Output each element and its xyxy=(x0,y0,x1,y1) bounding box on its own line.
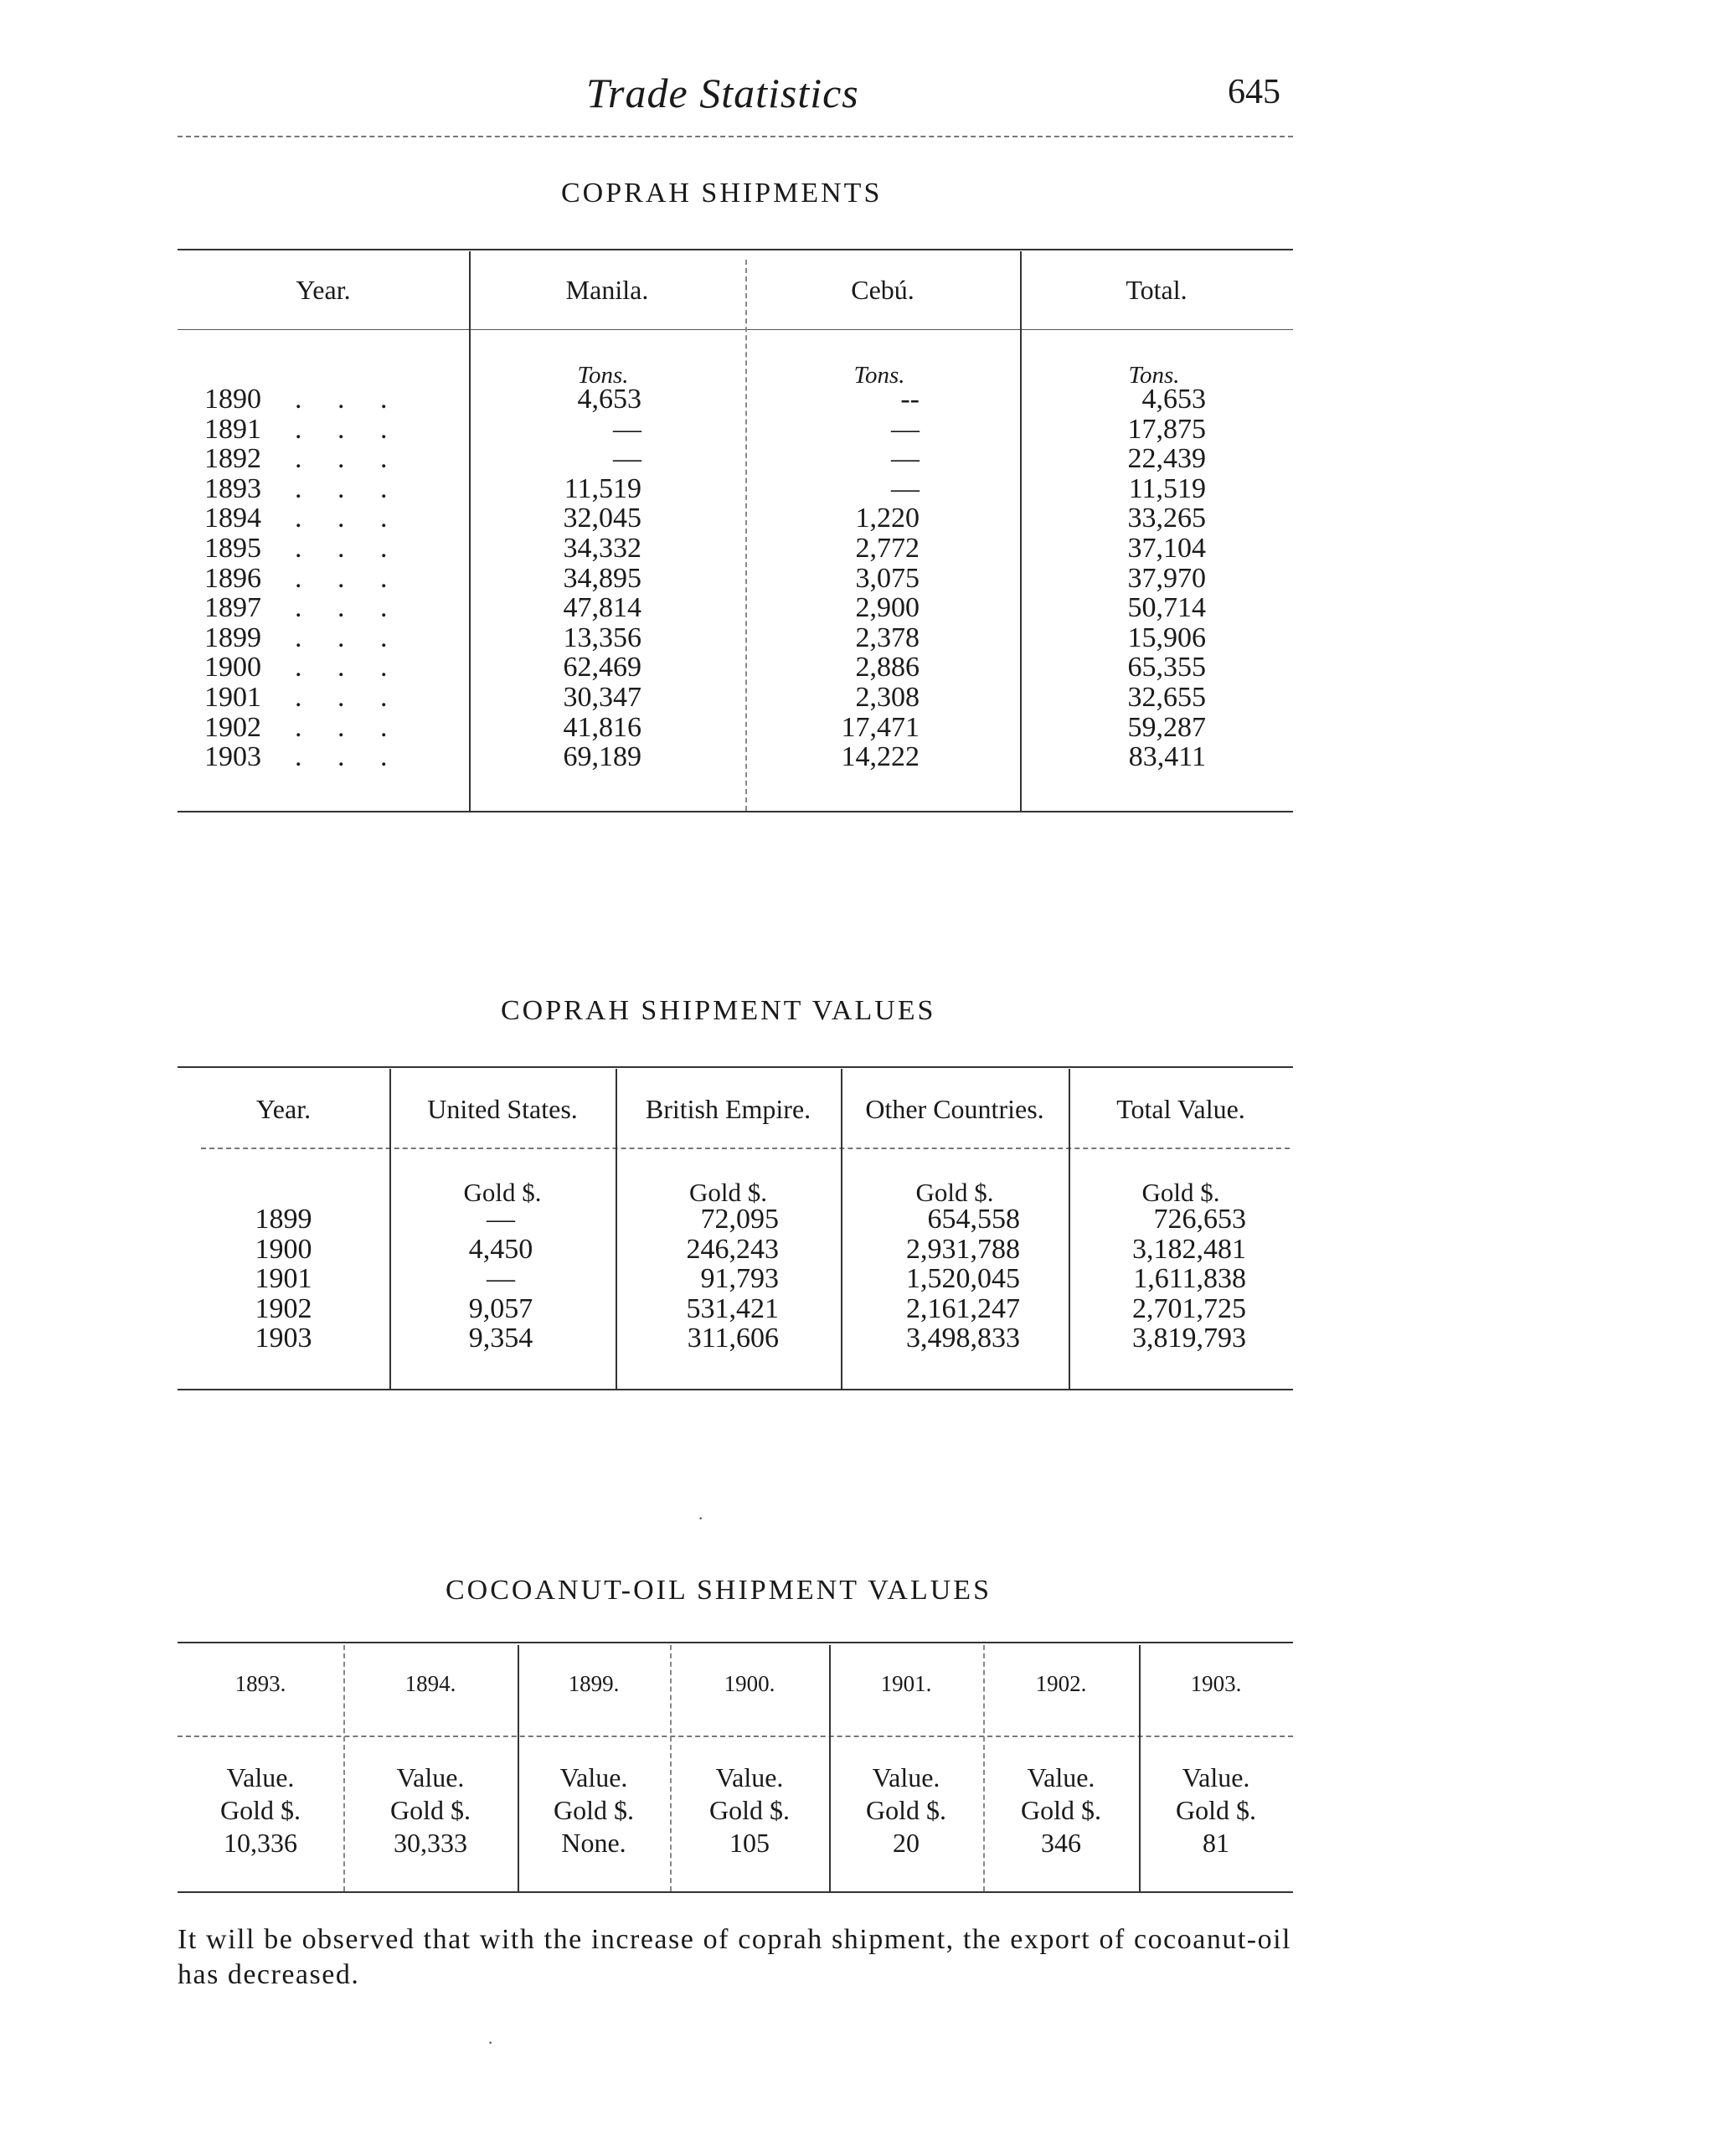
unit-label: Tons. xyxy=(853,362,905,389)
year-cell: 1903 xyxy=(255,1323,312,1354)
unit-label: Tons. xyxy=(577,362,629,389)
column-divider xyxy=(1020,251,1022,811)
manila-cell: — xyxy=(613,443,641,474)
leader-dots: . . . xyxy=(295,384,388,415)
leader-dots: . . . xyxy=(295,414,388,445)
value-cell: 81 xyxy=(1203,1828,1229,1858)
cebu-cell: 3,075 xyxy=(855,563,920,594)
column-header-british-empire: British Empire. xyxy=(645,1094,811,1124)
united-states-cell: 4,450 xyxy=(468,1234,533,1265)
leader-dots: . . . xyxy=(295,533,388,564)
column-header-cebu: Cebú. xyxy=(851,275,914,305)
cebu-cell: — xyxy=(891,443,920,474)
unit-label: Tons. xyxy=(1128,362,1180,389)
column-header-united-states: United States. xyxy=(427,1094,578,1124)
leader-dots: . . . xyxy=(295,741,388,772)
total-cell: 65,355 xyxy=(1127,652,1206,683)
value-label: Value. xyxy=(559,1762,628,1792)
total-cell: 37,104 xyxy=(1127,533,1206,564)
value-cell: 30,333 xyxy=(394,1828,467,1858)
coprah-values-title: COPRAH SHIPMENT VALUES xyxy=(501,995,936,1026)
cebu-cell: 2,308 xyxy=(855,682,920,713)
year-cell: 1900 xyxy=(204,652,261,683)
unit-label: Gold $. xyxy=(463,1178,542,1207)
unit-label: Gold $. xyxy=(1176,1795,1256,1825)
united-states-cell: — xyxy=(487,1263,515,1294)
table-top-rule xyxy=(178,249,1293,250)
british-empire-cell: 311,606 xyxy=(687,1323,779,1354)
total-value-cell: 3,819,793 xyxy=(1132,1323,1246,1354)
column-header-total-value: Total Value. xyxy=(1116,1094,1245,1124)
manila-cell: 32,045 xyxy=(563,503,641,534)
year-cell: 1890 xyxy=(204,384,261,415)
unit-label: Gold $. xyxy=(220,1795,301,1825)
leader-dots: . . . xyxy=(295,652,388,683)
leader-dots: . . . xyxy=(295,443,388,474)
total-cell: 15,906 xyxy=(1127,622,1206,653)
manila-cell: 41,816 xyxy=(563,712,641,743)
total-cell: 33,265 xyxy=(1127,503,1206,534)
year-cell: 1896 xyxy=(204,563,261,594)
total-value-cell: 1,611,838 xyxy=(1133,1263,1246,1294)
year-cell: 1893 xyxy=(204,473,261,504)
united-states-cell: 9,354 xyxy=(468,1323,533,1354)
year-header: 1902. xyxy=(1035,1671,1087,1696)
total-cell: 32,655 xyxy=(1127,682,1206,713)
united-states-cell: 9,057 xyxy=(468,1293,533,1324)
manila-cell: 34,895 xyxy=(563,563,641,594)
year-cell: 1902 xyxy=(204,712,261,743)
year-cell: 1901 xyxy=(255,1263,312,1294)
total-cell: 4,653 xyxy=(1141,384,1206,415)
british-empire-cell: 246,243 xyxy=(686,1234,779,1265)
column-header-other-countries: Other Countries. xyxy=(865,1094,1044,1124)
table-top-rule xyxy=(178,1642,1293,1643)
header-bottom-rule xyxy=(178,329,1293,330)
year-cell: 1903 xyxy=(204,741,261,772)
value-label: Value. xyxy=(715,1762,784,1792)
year-cell: 1900 xyxy=(255,1234,312,1265)
leader-dots: . . . xyxy=(295,592,388,623)
leader-dots: . . . xyxy=(295,563,388,594)
printers-mark: · xyxy=(487,2032,494,2053)
total-cell: 83,411 xyxy=(1128,741,1206,772)
value-label: Value. xyxy=(1027,1762,1095,1792)
year-header: 1894. xyxy=(404,1671,456,1696)
column-divider xyxy=(745,260,747,811)
total-cell: 50,714 xyxy=(1127,592,1206,623)
unit-label: Gold $. xyxy=(689,1178,767,1207)
manila-cell: 11,519 xyxy=(564,473,641,504)
unit-label: Gold $. xyxy=(915,1178,994,1207)
header-bottom-rule xyxy=(201,1148,1290,1149)
running-title: Trade Statistics xyxy=(586,70,859,116)
other-countries-cell: 2,161,247 xyxy=(906,1293,1020,1324)
unit-label: Gold $. xyxy=(1141,1178,1220,1207)
year-cell: 1894 xyxy=(204,503,261,534)
unit-label: Gold $. xyxy=(554,1795,634,1825)
cebu-cell: 1,220 xyxy=(855,503,920,534)
column-header-year: Year. xyxy=(296,275,351,305)
cebu-cell: — xyxy=(891,473,920,504)
leader-dots: . . . xyxy=(295,473,388,504)
year-cell: 1902 xyxy=(255,1293,312,1324)
cebu-cell: 2,772 xyxy=(855,533,920,564)
year-cell: 1891 xyxy=(204,414,261,445)
cebu-cell: 2,900 xyxy=(855,592,920,623)
british-empire-cell: 531,421 xyxy=(686,1293,779,1324)
value-cell: None. xyxy=(561,1828,626,1858)
total-value-cell: 2,701,725 xyxy=(1132,1293,1246,1324)
year-header: 1901. xyxy=(880,1671,932,1696)
united-states-cell: — xyxy=(487,1204,515,1235)
column-header-year: Year. xyxy=(255,1094,312,1124)
other-countries-cell: 1,520,045 xyxy=(906,1263,1020,1294)
british-empire-cell: 91,793 xyxy=(700,1263,779,1294)
manila-cell: 34,332 xyxy=(563,533,641,564)
leader-dots: . . . xyxy=(295,503,388,534)
column-header-total: Total. xyxy=(1126,275,1187,305)
table-bottom-rule xyxy=(178,811,1293,812)
manila-cell: 4,653 xyxy=(577,384,641,415)
total-cell: 59,287 xyxy=(1127,712,1206,743)
header-rule xyxy=(178,136,1293,137)
cebu-cell: -- xyxy=(900,384,920,415)
table-bottom-rule xyxy=(178,1891,1293,1893)
year-header: 1903. xyxy=(1190,1671,1242,1696)
unit-label: Gold $. xyxy=(709,1795,790,1825)
year-header: 1893. xyxy=(234,1671,286,1696)
table-top-rule xyxy=(178,1066,1293,1068)
total-cell: 22,439 xyxy=(1127,443,1206,474)
leader-dots: . . . xyxy=(295,712,388,743)
year-cell: 1899 xyxy=(255,1204,312,1235)
leader-dots: . . . xyxy=(295,682,388,713)
manila-cell: 69,189 xyxy=(563,741,641,772)
other-countries-cell: 2,931,788 xyxy=(906,1234,1020,1265)
total-cell: 17,875 xyxy=(1127,414,1206,445)
table-bottom-rule xyxy=(178,1389,1293,1390)
total-cell: 11,519 xyxy=(1128,473,1206,504)
value-label: Value. xyxy=(396,1762,465,1792)
total-cell: 37,970 xyxy=(1127,563,1206,594)
manila-cell: 30,347 xyxy=(563,682,641,713)
manila-cell: 13,356 xyxy=(563,622,641,653)
value-cell: 20 xyxy=(893,1828,920,1858)
unit-label: Gold $. xyxy=(390,1795,471,1825)
manila-cell: 47,814 xyxy=(563,592,641,623)
total-value-cell: 3,182,481 xyxy=(1132,1234,1246,1265)
year-cell: 1899 xyxy=(204,622,261,653)
unit-label: Gold $. xyxy=(866,1795,946,1825)
closing-note: It will be observed that with the increase of coprah shipment, the export of cocoanut-oil has decreased. xyxy=(178,1924,1291,1990)
value-label: Value. xyxy=(872,1762,940,1792)
value-label: Value. xyxy=(1182,1762,1250,1792)
cebu-cell: 14,222 xyxy=(841,741,920,772)
year-header: 1899. xyxy=(568,1671,620,1696)
year-cell: 1897 xyxy=(204,592,261,623)
cebu-cell: — xyxy=(891,414,920,445)
value-cell: 10,336 xyxy=(224,1828,297,1858)
year-cell: 1895 xyxy=(204,533,261,564)
cebu-cell: 2,378 xyxy=(855,622,920,653)
value-label: Value. xyxy=(226,1762,295,1792)
oil-values-title: COCOANUT-OIL SHIPMENT VALUES xyxy=(446,1575,992,1606)
year-cell: 1892 xyxy=(204,443,261,474)
other-countries-cell: 3,498,833 xyxy=(906,1323,1020,1354)
year-cell: 1901 xyxy=(204,682,261,713)
manila-cell: 62,469 xyxy=(563,652,641,683)
cebu-cell: 17,471 xyxy=(841,712,920,743)
page-number: 645 xyxy=(1228,73,1280,111)
other-countries-cell: 654,558 xyxy=(927,1204,1020,1235)
leader-dots: . . . xyxy=(295,622,388,653)
coprah-shipments-title: COPRAH SHIPMENTS xyxy=(561,178,883,209)
printers-mark: · xyxy=(698,1508,704,1529)
column-divider xyxy=(469,251,471,811)
year-header: 1900. xyxy=(724,1671,775,1696)
cebu-cell: 2,886 xyxy=(855,652,920,683)
unit-label: Gold $. xyxy=(1021,1795,1101,1825)
total-value-cell: 726,653 xyxy=(1153,1204,1246,1235)
column-header-manila: Manila. xyxy=(565,275,649,305)
value-cell: 346 xyxy=(1041,1828,1081,1858)
value-cell: 105 xyxy=(729,1828,770,1858)
manila-cell: — xyxy=(613,414,641,445)
british-empire-cell: 72,095 xyxy=(700,1204,779,1235)
